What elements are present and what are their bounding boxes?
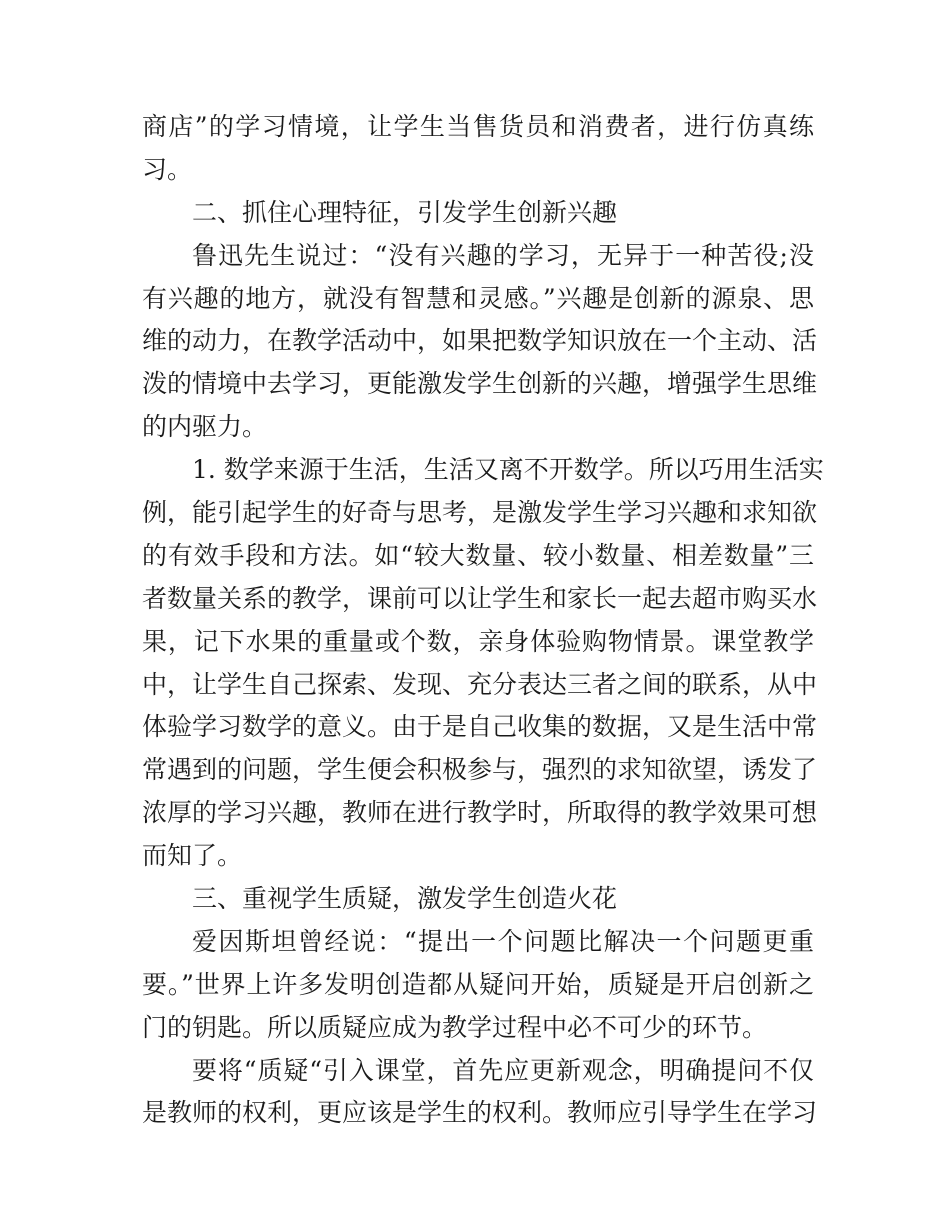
document-body xyxy=(142,106,824,1135)
text-line: 例，能引起学生的好奇与思考，是激发学生学习兴趣和求知欲 xyxy=(142,498,818,528)
text-line: 中，让学生自己探索、发现、充分表达三者之间的联系，从中 xyxy=(142,669,818,699)
text-line: 果，记下水果的重量或个数，亲身体验购物情景。课堂教学 xyxy=(142,626,814,656)
text-line: 1. 数学来源于生活，生活又离不开数学。所以巧用生活实 xyxy=(192,455,824,485)
text-line: 的有效手段和方法。如“较大数量、较小数量、相差数量”三 xyxy=(142,540,814,570)
text-line: 爱因斯坦曾经说：“提出一个问题比解决一个问题更重 xyxy=(192,926,814,956)
text-line: 者数量关系的教学，课前可以让学生和家长一起去超市购买水 xyxy=(142,583,818,613)
text-line: 有兴趣的地方，就没有智慧和灵感。”兴趣是创新的源泉、思 xyxy=(142,283,814,313)
text-line: 习。 xyxy=(142,154,193,184)
text-line: 维的动力，在教学活动中，如果把数学知识放在一个主动、活 xyxy=(142,326,818,356)
section-heading: 二、抓住心理特征，引发学生创新兴趣 xyxy=(192,197,618,227)
text-line: 要。”世界上许多发明创造都从疑问开始，质疑是开启创新之 xyxy=(142,969,814,999)
text-line: 泼的情境中去学习，更能激发学生创新的兴趣，增强学生思维 xyxy=(142,369,818,399)
text-line: 而知了。 xyxy=(142,841,243,871)
text-line: 体验学习数学的意义。由于是自己收集的数据，又是生活中常 xyxy=(142,712,818,742)
text-line: 门的钥匙。所以质疑应成为教学过程中必不可少的环节。 xyxy=(142,1012,768,1042)
section-heading: 三、重视学生质疑，激发学生创造火花 xyxy=(192,884,618,914)
text-line: 是教师的权利，更应该是学生的权利。教师应引导学生在学习 xyxy=(142,1098,818,1128)
text-line: 的内驱力。 xyxy=(142,412,268,442)
text-line: 常遇到的问题，学生便会积极参与，强烈的求知欲望，诱发了 xyxy=(142,755,818,785)
text-line: 商店”的学习情境，让学生当售货员和消费者，进行仿真练 xyxy=(142,112,814,141)
text-line: 鲁迅先生说过：“没有兴趣的学习，无异于一种苦役;没 xyxy=(192,240,814,270)
text-line: 要将“质疑“引入课堂，首先应更新观念，明确提问不仅 xyxy=(192,1055,814,1085)
text-line: 浓厚的学习兴趣，教师在进行教学时，所取得的教学效果可想 xyxy=(142,798,818,828)
